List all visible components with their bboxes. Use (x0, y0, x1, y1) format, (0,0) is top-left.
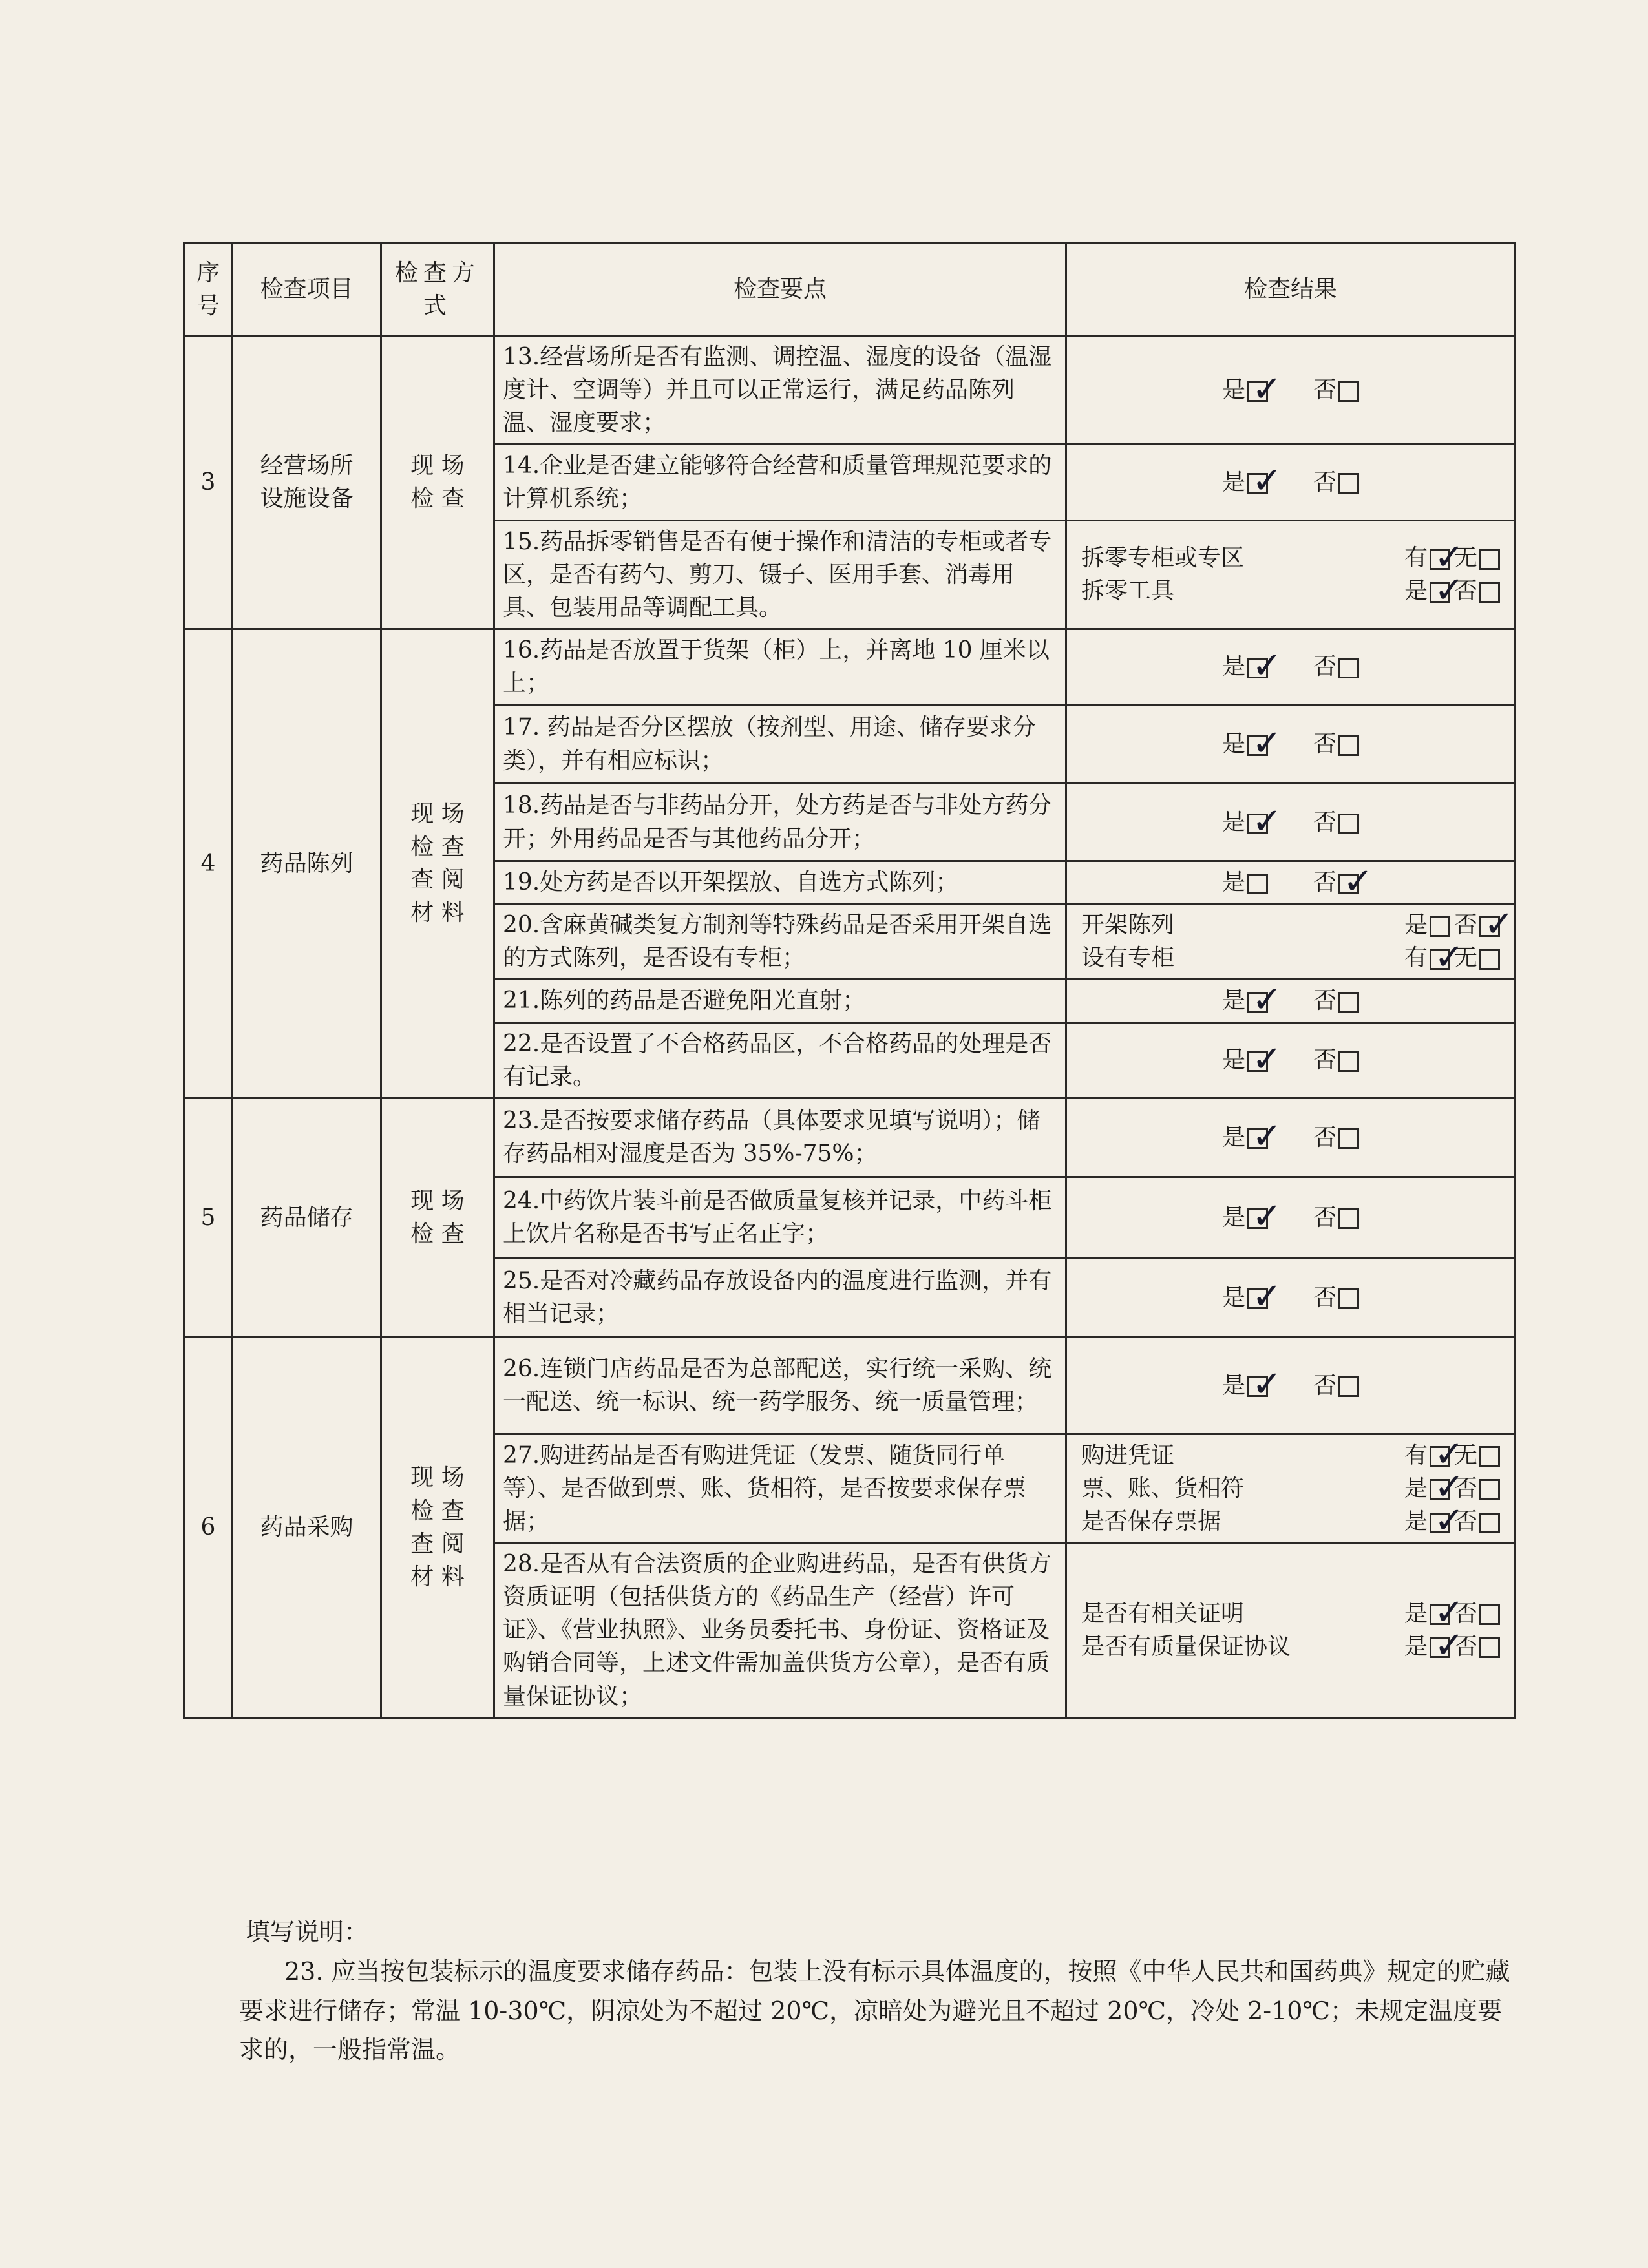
option-yes[interactable] (1222, 866, 1268, 899)
group-item (233, 1098, 381, 1337)
option-yes[interactable] (1222, 1044, 1268, 1076)
result-line (1081, 574, 1500, 607)
table-row (184, 1337, 1516, 1434)
option-label: 否 (1313, 987, 1337, 1014)
header-method: 检查方式 (381, 244, 494, 336)
option-label: 是 (1221, 377, 1245, 404)
option-yes[interactable] (1222, 984, 1268, 1017)
option-label: 是 (1221, 1284, 1245, 1311)
result-line-label: 是否保存票据 (1081, 1507, 1221, 1535)
option-label: 无 (1453, 1442, 1477, 1469)
fill-notes (239, 1913, 1512, 2070)
option-label: 是 (1221, 809, 1245, 836)
checkbox[interactable] (1338, 1051, 1359, 1072)
result-options (1075, 866, 1506, 899)
header-item: 检查项目 (233, 244, 381, 336)
checkbox[interactable] (1338, 1208, 1359, 1229)
result-line-options (1404, 1505, 1500, 1538)
group-method-line: 检 查 (410, 1497, 465, 1524)
group-method-line: 材 料 (410, 899, 465, 927)
check-point: 17. 药品是否分区摆放（按剂型、用途、储存要求分类），并有相应标识； (494, 705, 1066, 784)
option-label: 否 (1313, 377, 1337, 404)
option-label: 否 (1313, 869, 1337, 896)
header-result: 检查结果 (1066, 244, 1516, 336)
option-yes[interactable] (1222, 650, 1268, 683)
checked-checkbox[interactable] (1247, 1288, 1268, 1309)
group-method-line: 现 场 (410, 801, 465, 828)
option-label: 是 (1404, 1600, 1428, 1627)
check-point: 13.经营场所是否有监测、调控温、湿度的设备（温湿度计、空调等）并且可以正常运行，满足药品陈列温、湿度要求； (494, 336, 1066, 445)
check-point: 22.是否设置了不合格药品区，不合格药品的处理是否有记录。 (494, 1022, 1066, 1098)
checkbox[interactable] (1479, 582, 1500, 603)
option-a[interactable] (1404, 1505, 1450, 1538)
option-label: 是 (1221, 869, 1245, 896)
group-method (381, 629, 494, 1098)
group-item-line: 药品陈列 (260, 850, 354, 877)
option-no[interactable] (1313, 866, 1359, 899)
inspection-table (183, 242, 1516, 1719)
option-no[interactable] (1313, 466, 1359, 499)
group-method-line: 材 料 (410, 1563, 465, 1590)
option-a[interactable] (1404, 941, 1450, 974)
option-label: 否 (1313, 1372, 1337, 1399)
group-seq: 4 (184, 629, 233, 1098)
option-no[interactable] (1313, 1121, 1359, 1154)
header-seq: 序号 (184, 244, 233, 336)
result-options (1075, 1369, 1506, 1402)
notes-title: 填写说明： (246, 1918, 369, 1946)
option-label: 否 (1453, 1600, 1477, 1627)
check-result (1066, 445, 1516, 520)
checked-checkbox[interactable] (1430, 1513, 1450, 1533)
checkbox[interactable] (1338, 473, 1359, 494)
check-point: 14.企业是否建立能够符合经营和质量管理规范要求的计算机系统； (494, 445, 1066, 520)
checked-checkbox[interactable] (1479, 916, 1500, 937)
result-line-label: 是否有相关证明 (1081, 1600, 1245, 1627)
result-line-label: 票、账、货相符 (1081, 1475, 1245, 1502)
checked-checkbox[interactable] (1247, 735, 1268, 756)
option-label: 是 (1221, 1372, 1245, 1399)
checkbox[interactable] (1479, 1479, 1500, 1500)
group-seq: 6 (184, 1337, 233, 1717)
option-no[interactable] (1313, 1201, 1359, 1234)
option-label: 是 (1221, 987, 1245, 1014)
checkbox[interactable] (1338, 658, 1359, 678)
group-item (233, 1337, 381, 1717)
group-method-line: 现 场 (410, 1464, 465, 1491)
option-yes[interactable] (1222, 1281, 1268, 1314)
result-options (1075, 984, 1506, 1017)
option-label: 有 (1404, 945, 1428, 972)
option-label: 否 (1313, 1284, 1337, 1311)
check-point: 24.中药饮片装斗前是否做质量复核并记录，中药斗柜上饮片名称是否书写正名正字； (494, 1177, 1066, 1258)
option-no[interactable] (1313, 1044, 1359, 1076)
check-result (1066, 861, 1516, 904)
option-label: 无 (1453, 545, 1477, 572)
option-no[interactable] (1313, 373, 1359, 406)
option-label: 否 (1313, 809, 1337, 836)
check-point: 20.含麻黄碱类复方制剂等特殊药品是否采用开架自选的方式陈列，是否设有专柜； (494, 904, 1066, 980)
option-label: 是 (1404, 912, 1428, 939)
group-item (233, 629, 381, 1098)
check-result (1066, 1098, 1516, 1177)
group-item-line: 药品采购 (260, 1514, 354, 1541)
checked-checkbox[interactable] (1247, 1128, 1268, 1149)
header-points: 检查要点 (494, 244, 1066, 336)
option-label: 否 (1313, 1047, 1337, 1074)
group-method-line: 现 场 (410, 1188, 465, 1215)
check-result (1066, 1177, 1516, 1258)
option-label: 是 (1221, 653, 1245, 680)
result-options-multi (1081, 1597, 1500, 1663)
result-line (1081, 1630, 1500, 1663)
check-point: 26.连锁门店药品是否为总部配送，实行统一采购、统一配送、统一标识、统一药学服务、统一质量管理； (494, 1337, 1066, 1434)
option-no[interactable] (1313, 984, 1359, 1017)
notes-body: 23. 应当按包装标示的温度要求储存药品：包装上没有标示具体温度的，按照《中华人民共和国药典》规定的贮藏要求进行储存；常温 10-30℃，阴凉处为不超过 20℃，凉暗处为避光且不超过 20℃，冷处 2-10℃；未规定温度要求的，一般指常温。 (239, 1957, 1510, 2064)
option-label: 是 (1404, 1475, 1428, 1502)
group-item-line: 设施设备 (260, 485, 354, 512)
checkbox[interactable] (1338, 814, 1359, 834)
result-options (1075, 1201, 1506, 1234)
option-no[interactable] (1313, 1369, 1359, 1402)
option-no[interactable] (1313, 728, 1359, 761)
checked-checkbox[interactable] (1247, 1051, 1268, 1072)
option-a[interactable] (1404, 1630, 1450, 1663)
option-yes[interactable] (1222, 1201, 1268, 1234)
option-label: 是 (1221, 1047, 1245, 1074)
table-row (184, 336, 1516, 445)
checkbox[interactable] (1338, 1128, 1359, 1149)
option-label: 否 (1313, 731, 1337, 758)
group-method-line: 检 查 (410, 485, 465, 512)
check-point: 23.是否按要求储存药品（具体要求见填写说明）；储存药品相对湿度是否为 35%-75%； (494, 1098, 1066, 1177)
option-label: 是 (1404, 1507, 1428, 1535)
checkbox[interactable] (1479, 1604, 1500, 1625)
checkbox[interactable] (1479, 949, 1500, 970)
result-line (1081, 941, 1500, 974)
checkbox[interactable] (1338, 381, 1359, 402)
check-point: 18.药品是否与非药品分开，处方药是否与非处方药分开；外用药品是否与其他药品分开； (494, 784, 1066, 861)
result-line (1081, 1505, 1500, 1538)
check-result (1066, 336, 1516, 445)
checked-checkbox[interactable] (1430, 582, 1450, 603)
result-options (1075, 1121, 1506, 1154)
check-result (1066, 1258, 1516, 1337)
group-item (233, 336, 381, 629)
check-result (1066, 904, 1516, 980)
option-label: 无 (1453, 945, 1477, 972)
checkbox[interactable] (1479, 549, 1500, 570)
check-point: 27.购进药品是否有购进凭证（发票、随货同行单等）、是否做到票、账、货相符，是否按要求保存票据； (494, 1434, 1066, 1542)
option-label: 是 (1221, 468, 1245, 496)
check-result (1066, 980, 1516, 1022)
check-point: 19.处方药是否以开架摆放、自选方式陈列； (494, 861, 1066, 904)
option-label: 否 (1453, 912, 1477, 939)
option-label: 否 (1453, 1507, 1477, 1535)
option-yes[interactable] (1222, 1121, 1268, 1154)
table-row (184, 629, 1516, 704)
group-seq: 3 (184, 336, 233, 629)
option-label: 否 (1313, 468, 1337, 496)
result-options-multi (1081, 1439, 1500, 1538)
group-method (381, 1337, 494, 1717)
check-point: 15.药品拆零销售是否有便于操作和清洁的专柜或者专区，是否有药勺、剪刀、镊子、医用手套、消毒用具、包装用品等调配工具。 (494, 520, 1066, 629)
checked-checkbox[interactable] (1247, 992, 1268, 1013)
option-yes[interactable] (1222, 728, 1268, 761)
option-label: 否 (1453, 1475, 1477, 1502)
result-options (1075, 728, 1506, 761)
result-line-label: 拆零工具 (1081, 578, 1175, 605)
group-method-line: 查 阅 (410, 866, 465, 894)
group-method-line: 检 查 (410, 834, 465, 861)
option-label: 否 (1313, 653, 1337, 680)
option-no[interactable] (1313, 650, 1359, 683)
table-header-row (184, 244, 1516, 336)
checked-checkbox[interactable] (1247, 814, 1268, 834)
checkbox[interactable] (1479, 1513, 1500, 1533)
option-label: 有 (1404, 545, 1428, 572)
result-options (1075, 466, 1506, 499)
checkbox[interactable] (1338, 992, 1359, 1013)
group-method (381, 1098, 494, 1337)
result-line-options (1404, 1630, 1500, 1663)
result-options (1075, 650, 1506, 683)
result-line-label: 设有专柜 (1081, 945, 1175, 972)
group-item-line: 药品储存 (260, 1204, 354, 1231)
checked-checkbox[interactable] (1430, 1637, 1450, 1658)
checked-checkbox[interactable] (1247, 381, 1268, 402)
checkbox[interactable] (1247, 874, 1268, 894)
checked-checkbox[interactable] (1247, 658, 1268, 678)
check-result (1066, 520, 1516, 629)
group-method-line: 检 查 (410, 1221, 465, 1248)
option-yes[interactable] (1222, 1369, 1268, 1402)
result-line-label: 是否有质量保证协议 (1081, 1633, 1291, 1660)
option-label: 是 (1221, 1124, 1245, 1151)
checked-checkbox[interactable] (1247, 1376, 1268, 1397)
group-seq: 5 (184, 1098, 233, 1337)
table-row (184, 1098, 1516, 1177)
check-result (1066, 705, 1516, 784)
result-options-multi (1081, 908, 1500, 974)
option-label: 是 (1221, 731, 1245, 758)
check-point: 16.药品是否放置于货架（柜）上，并离地 10 厘米以上； (494, 629, 1066, 704)
checkbox[interactable] (1338, 1288, 1359, 1309)
result-line-label: 拆零专柜或专区 (1081, 545, 1245, 572)
result-options (1075, 806, 1506, 839)
option-label: 否 (1453, 1633, 1477, 1660)
checkbox[interactable] (1479, 1446, 1500, 1467)
option-a[interactable] (1404, 574, 1450, 607)
option-label: 是 (1404, 578, 1428, 605)
result-options-multi (1081, 541, 1500, 607)
option-yes[interactable] (1222, 466, 1268, 499)
check-result (1066, 784, 1516, 861)
result-options (1075, 1281, 1506, 1314)
check-result (1066, 1022, 1516, 1098)
checked-checkbox[interactable] (1247, 473, 1268, 494)
check-result (1066, 1434, 1516, 1542)
option-yes[interactable] (1222, 373, 1268, 406)
checked-checkbox[interactable] (1430, 949, 1450, 970)
check-point: 25.是否对冷藏药品存放设备内的温度进行监测，并有相当记录； (494, 1258, 1066, 1337)
option-label: 是 (1404, 1633, 1428, 1660)
checkbox[interactable] (1338, 735, 1359, 756)
group-item-line: 经营场所 (260, 452, 354, 479)
option-label: 否 (1313, 1124, 1337, 1151)
group-method-line: 查 阅 (410, 1530, 465, 1557)
group-method (381, 336, 494, 629)
result-line-options (1404, 574, 1500, 607)
check-result (1066, 629, 1516, 704)
checked-checkbox[interactable] (1247, 1208, 1268, 1229)
option-label: 是 (1221, 1204, 1245, 1231)
checkbox[interactable] (1479, 1637, 1500, 1658)
option-label: 否 (1313, 1204, 1337, 1231)
check-point: 21.陈列的药品是否避免阳光直射； (494, 980, 1066, 1022)
option-yes[interactable] (1222, 806, 1268, 839)
check-result (1066, 1543, 1516, 1718)
check-point: 28.是否从有合法资质的企业购进药品，是否有供货方资质证明（包括供货方的《药品生产（经营）许可证》、《营业执照》、业务员委托书、身份证、资格证及购销合同等，上述文件需加盖供货方公章），是否有质量保证协议； (494, 1543, 1066, 1718)
option-label: 否 (1453, 578, 1477, 605)
option-label: 有 (1404, 1442, 1428, 1469)
inspection-table-wrapper (183, 242, 1514, 1719)
result-line-label: 购进凭证 (1081, 1442, 1175, 1469)
checked-checkbox[interactable] (1338, 874, 1359, 894)
result-options (1075, 1044, 1506, 1076)
option-no[interactable] (1313, 1281, 1359, 1314)
group-method-line: 现 场 (410, 452, 465, 479)
result-line-label: 开架陈列 (1081, 912, 1175, 939)
result-options (1075, 373, 1506, 406)
check-result (1066, 1337, 1516, 1434)
checkbox[interactable] (1338, 1376, 1359, 1397)
option-no[interactable] (1313, 806, 1359, 839)
